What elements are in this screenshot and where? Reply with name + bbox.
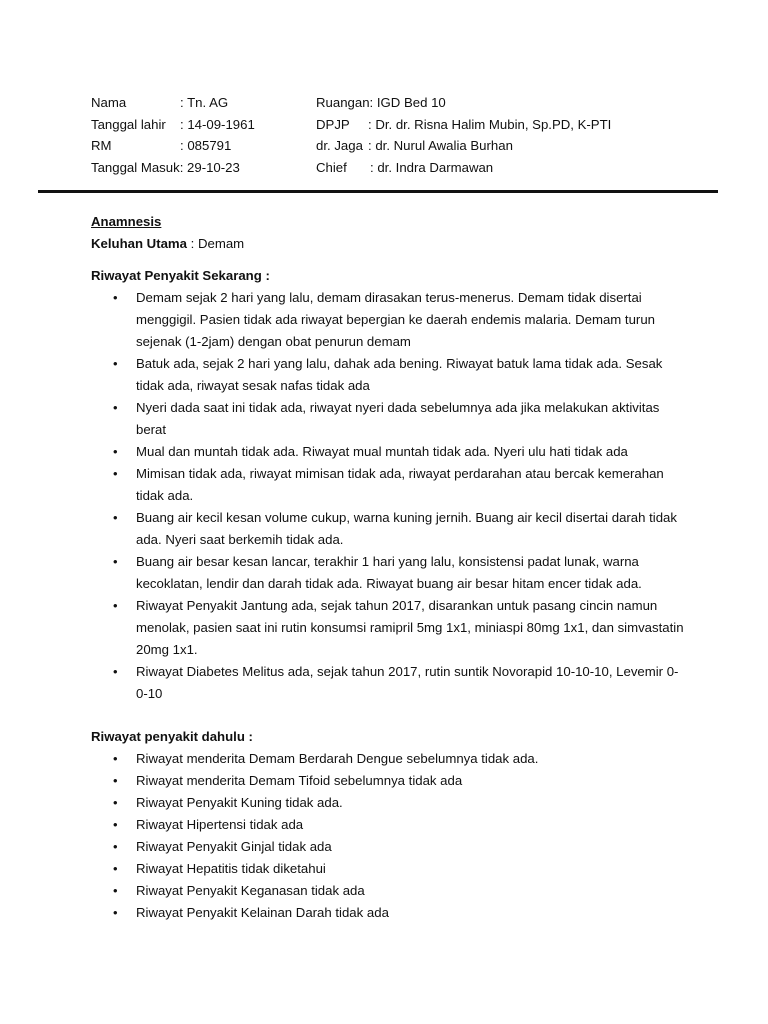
list-item	[91, 441, 684, 463]
bullet-icon: •	[113, 554, 118, 569]
current-illness-list	[91, 287, 728, 705]
list-item	[91, 463, 684, 507]
list-item	[91, 858, 684, 880]
list-item-text: Riwayat Penyakit Kuning tidak ada.	[136, 795, 343, 810]
list-item-text: Riwayat Penyakit Kelainan Darah tidak ada	[136, 905, 389, 920]
anamnesis-section	[91, 211, 728, 255]
list-item-text: Demam sejak 2 hari yang lalu, demam dirasakan terus-menerus. Demam tidak disertai menggigil. Pasien tidak ada riwayat bepergian ke daerah endemis malaria. Demam turun sejenak (1-2jam) dengan obat penurun demam	[136, 290, 655, 349]
list-item-text: Riwayat Diabetes Melitus ada, sejak tahun 2017, rutin suntik Novorapid 10-10-10, Levemir 0-0-10	[136, 664, 679, 701]
dpjp-value: : Dr. dr. Risna Halim Mubin, Sp.PD, K-PTI	[368, 117, 612, 132]
past-history-list	[91, 748, 728, 924]
birthdate-value: : 14-09-1961	[180, 117, 255, 132]
list-item-text: Riwayat Penyakit Keganasan tidak ada	[136, 883, 365, 898]
list-item-text: Buang air besar kesan lancar, terakhir 1 hari yang lalu, konsistensi padat lunak, warna kecoklatan, lendir dan darah tidak ada. Riwayat buang air besar hitam encer tidak ada.	[136, 554, 642, 591]
list-item	[91, 748, 684, 770]
list-item	[91, 770, 684, 792]
anamnesis-title: Anamnesis	[91, 214, 162, 229]
bullet-icon: •	[113, 598, 118, 613]
chief-label: Chief	[316, 160, 347, 175]
bullet-icon: •	[113, 356, 118, 371]
bullet-icon: •	[113, 444, 118, 459]
list-item-text: Buang air kecil kesan volume cukup, warna kuning jernih. Buang air kecil disertai darah tidak ada. Nyeri saat berkemih tidak ada.	[136, 510, 677, 547]
bullet-icon: •	[113, 664, 118, 679]
header-divider	[38, 190, 718, 193]
birthdate-label: Tanggal lahir	[91, 117, 166, 132]
current-illness-title: Riwayat Penyakit Sekarang :	[91, 268, 270, 283]
list-item	[91, 353, 684, 397]
list-item-text: Nyeri dada saat ini tidak ada, riwayat nyeri dada sebelumnya ada jika melakukan aktivitas berat	[136, 400, 660, 437]
doctor-on-duty-value: : dr. Nurul Awalia Burhan	[368, 138, 513, 153]
doctor-on-duty-label: dr. Jaga	[316, 138, 363, 153]
chief-value: : dr. Indra Darmawan	[370, 160, 494, 175]
room-label: Ruangan: IGD Bed 10	[316, 95, 446, 110]
chief-complaint-line	[91, 233, 728, 255]
list-item	[91, 661, 684, 705]
past-history-section	[91, 726, 728, 924]
list-item	[91, 595, 684, 661]
list-item-text: Riwayat Penyakit Jantung ada, sejak tahun 2017, disarankan untuk pasang cincin namun menolak, pasien saat ini rutin konsumsi ramipril 5mg 1x1, miniaspi 80mg 1x1, dan simvastatin 20mg 1x1.	[136, 598, 684, 657]
list-item	[91, 880, 684, 902]
rm-value: : 085791	[180, 138, 232, 153]
bullet-icon: •	[113, 510, 118, 525]
current-illness-section	[91, 265, 728, 705]
list-item	[91, 902, 684, 924]
list-item	[91, 792, 684, 814]
list-item	[91, 507, 684, 551]
bullet-icon: •	[113, 883, 118, 898]
list-item-text: Riwayat Penyakit Ginjal tidak ada	[136, 839, 332, 854]
bullet-icon: •	[113, 400, 118, 415]
list-item-text: Mimisan tidak ada, riwayat mimisan tidak ada, riwayat perdarahan atau bercak kemerahan tidak ada.	[136, 466, 664, 503]
name-label: Nama	[91, 95, 127, 110]
name-value: : Tn. AG	[180, 95, 229, 110]
rm-label: RM	[91, 138, 112, 153]
list-item-text: Batuk ada, sejak 2 hari yang lalu, dahak ada bening. Riwayat batuk lama tidak ada. Sesak tidak ada, riwayat sesak nafas tidak ada	[136, 356, 663, 393]
bullet-icon: •	[113, 839, 118, 854]
bullet-icon: •	[113, 466, 118, 481]
list-item	[91, 551, 684, 595]
bullet-icon: •	[113, 751, 118, 766]
admission-date: Tanggal Masuk: 29-10-23	[91, 160, 240, 175]
bullet-icon: •	[113, 773, 118, 788]
bullet-icon: •	[113, 905, 118, 920]
bullet-icon: •	[113, 817, 118, 832]
past-history-title: Riwayat penyakit dahulu :	[91, 729, 253, 744]
bullet-icon: •	[113, 861, 118, 876]
chief-complaint-value: : Demam	[187, 236, 245, 251]
list-item	[91, 836, 684, 858]
bullet-icon: •	[113, 290, 118, 305]
list-item	[91, 814, 684, 836]
list-item-text: Riwayat Hepatitis tidak diketahui	[136, 861, 326, 876]
list-item-text: Riwayat Hipertensi tidak ada	[136, 817, 304, 832]
bullet-icon: •	[113, 795, 118, 810]
list-item	[91, 287, 684, 353]
list-item	[91, 397, 684, 441]
list-item-text: Mual dan muntah tidak ada. Riwayat mual muntah tidak ada. Nyeri ulu hati tidak ada	[136, 444, 628, 459]
list-item-text: Riwayat menderita Demam Tifoid sebelumnya tidak ada	[136, 773, 463, 788]
chief-complaint-label: Keluhan Utama	[91, 236, 187, 251]
list-item-text: Riwayat menderita Demam Berdarah Dengue sebelumnya tidak ada.	[136, 751, 539, 766]
dpjp-label: DPJP	[316, 117, 350, 132]
